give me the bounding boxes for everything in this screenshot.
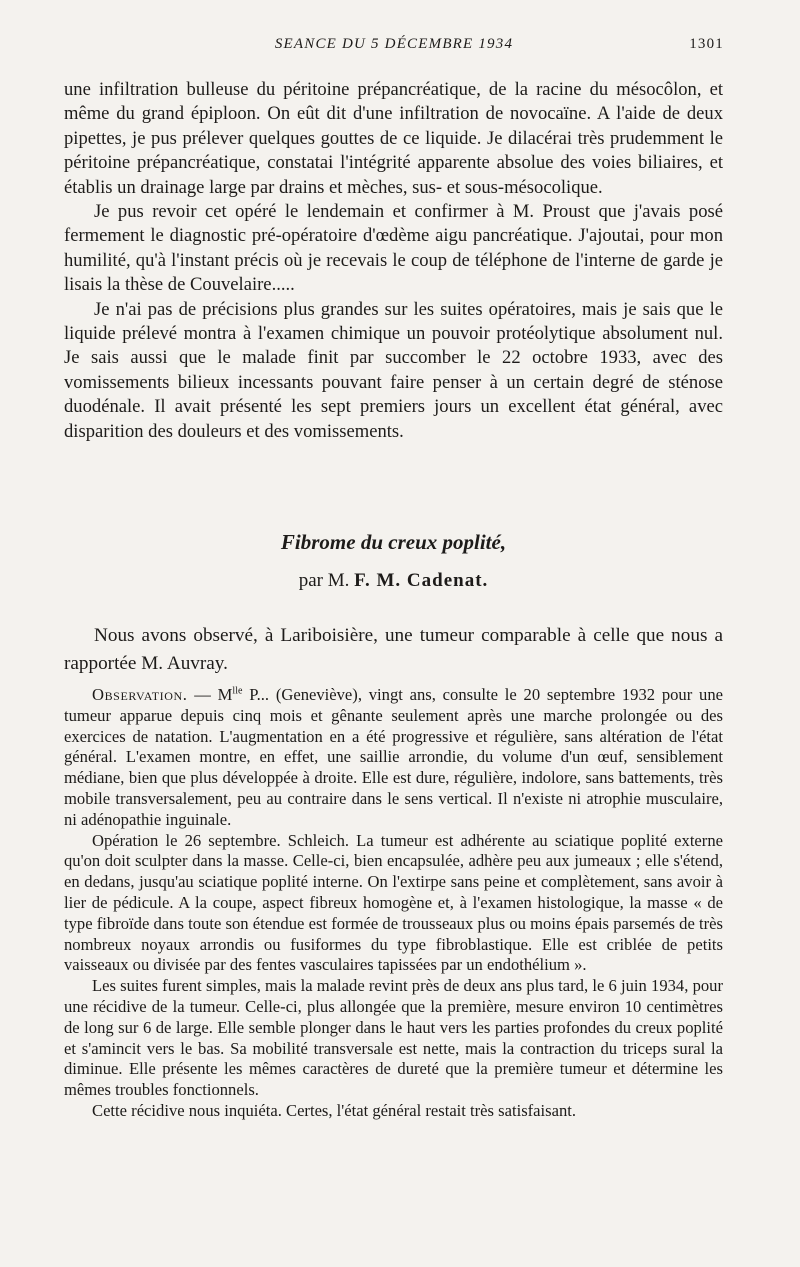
byline-prefix: par M. bbox=[298, 570, 350, 591]
preceding-article-text bbox=[64, 78, 723, 444]
paragraph: Nous avons observé, à Lariboisière, une tumeur comparable à celle que nous a rapportée M. Auvray. bbox=[64, 625, 723, 674]
observation-section bbox=[64, 685, 723, 1122]
paragraph: Cette récidive nous inquiéta. Certes, l'état général restait très satisfaisant. bbox=[92, 1100, 577, 1120]
byline bbox=[64, 570, 723, 592]
dash: — bbox=[187, 685, 218, 704]
paragraph: une infiltration bulleuse du péritoine prépancréatique, de la racine du mésocôlon, et même du grand épiploon. On eût dit d'une infiltration de novocaïne. A l'aide de deux pipettes, je pus prélever quelques gouttes de ce liquide. Je dilacérai très prudemment le péritoine prépancréatique, constatai l'intégrité apparente absolue des voies biliaires, et établis un drainage large par drains et mèches, sus- et sous-mésocolique. bbox=[64, 79, 723, 198]
mlle: M bbox=[217, 685, 233, 704]
byline-author: F. M. Cadenat. bbox=[354, 570, 489, 591]
running-title: SEANCE DU 5 DÉCEMBRE 1934 bbox=[274, 36, 514, 52]
observation-label: Observation. bbox=[92, 685, 188, 704]
page-number: 1301 bbox=[689, 36, 724, 52]
paragraph bbox=[64, 685, 723, 831]
section-title: Fibrome du creux poplité, bbox=[280, 530, 507, 554]
paragraph: Je n'ai pas de précisions plus grandes sur les suites opératoires, mais je sais que le liquide prélevé montra à l'examen chimique un pouvoir protéolytique absolument nul. Je sais aussi que le malade finit par succomber le 22 octobre 1933, avec des vomissements bilieux incessants pouvant faire penser à un certain degré de sténose duodénale. Il avait présenté les sept premiers jours un excellent état général, avec disparition des douleurs et des vomissements. bbox=[64, 298, 723, 442]
running-header bbox=[64, 36, 724, 58]
mlle-superscript: lle bbox=[232, 685, 243, 697]
paragraph: Les suites furent simples, mais la malade revint près de deux ans plus tard, le 6 juin 1934, pour une récidive de la tumeur. Celle-ci, plus allongée que la première, mesure environ 10 centimètres de long sur 6 de large. Elle semble plonger dans le haut vers les parties profondes du creux poplité et s'amincit vers le bas. Sa mobilité transversale est nette, mais la contraction du triceps sural la diminue. Elle présente les mêmes caractères de dureté que la première tumeur et détermine les mêmes troubles fonctionnels. bbox=[64, 976, 723, 1100]
paragraph: Opération le 26 septembre. Schleich. La tumeur est adhérente au sciatique poplité externe qu'on doit sculpter dans la masse. Celle-ci, bien encapsulée, adhère peu aux jumeaux ; elle s'étend, en dedans, jusqu'au sciatique poplité interne. On l'extirpe sans peine et complètement, sans avoir à lier de pédicule. A la coupe, aspect fibreux homogène et, à l'examen histologique, la masse « de type fibroïde dans toute son étendue est formée de trousseaux plus ou moins épais parsemés de très nombreux noyaux arrondis ou fusiformes du type fibroblastique. Elle est criblée de petits vaisseaux ou divisée par des fentes vasculaires tapissées par un endothélium ». bbox=[64, 830, 723, 975]
paragraph: Je pus revoir cet opéré le lendemain et confirmer à M. Proust que j'avais posé fermement le diagnostic pré-opératoire d'œdème aigu pancréatique. J'ajoutai, pour mon humilité, qu'à l'instant précis où je recevais le coup de téléphone de l'interne de garde je lisais la thèse de Couvelaire..... bbox=[64, 201, 723, 296]
intro-paragraph bbox=[64, 622, 723, 678]
observation-text: P... (Geneviève), vingt ans, consulte le 20 septembre 1932 pour une tumeur apparue depuis cinq mois et gênante seulement après une marche prolongée ou des exercices de natation. L'augmentation en a été progressive et régulière, sans altération de l'état général. L'examen montre, en effet, une saillie arrondie, du volume d'un œuf, sensiblement médiane, bien que plus développée à droite. Elle est dure, régulière, indolore, sans battements, très mobile transversalement, peu au contraire dans le sens vertical. Il n'existe ni atrophie musculaire, ni adénopathie inguinale. bbox=[64, 685, 723, 829]
